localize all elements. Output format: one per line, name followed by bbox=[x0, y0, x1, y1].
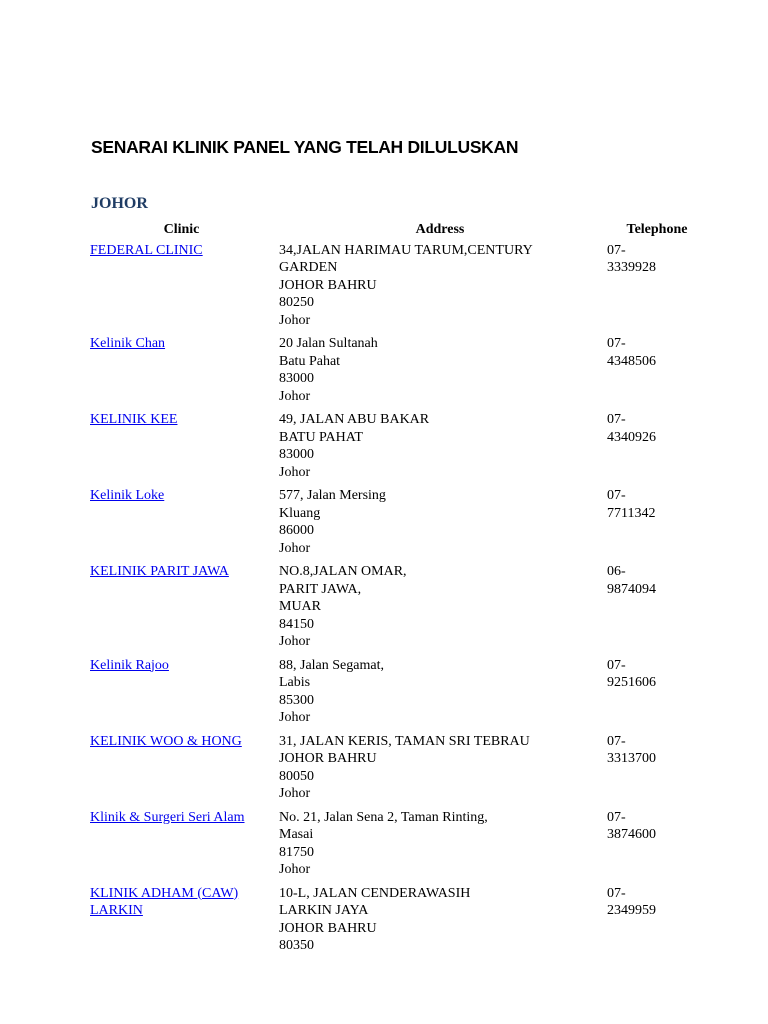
address-cell bbox=[276, 733, 604, 809]
telephone-cell bbox=[604, 563, 710, 657]
table-row bbox=[87, 809, 710, 885]
clinic-name-link[interactable]: KELINIK KEE bbox=[90, 412, 178, 427]
address-cell bbox=[276, 242, 604, 336]
state-heading: JOHOR bbox=[91, 195, 148, 212]
telephone-line: 2349959 bbox=[607, 903, 656, 918]
address-line: 80250 bbox=[279, 295, 314, 310]
telephone-cell bbox=[604, 411, 710, 487]
telephone-line: 7711342 bbox=[607, 505, 656, 521]
telephone-cell bbox=[604, 733, 710, 809]
telephone-cell bbox=[604, 242, 710, 336]
clinic-cell bbox=[87, 563, 276, 657]
address-line: 577, Jalan Mersing bbox=[279, 488, 386, 503]
table-header-row bbox=[87, 221, 710, 242]
telephone-line: 3339928 bbox=[607, 260, 656, 275]
table-row bbox=[87, 487, 710, 563]
table-row bbox=[87, 335, 710, 411]
document-title: SENARAI KLINIK PANEL YANG TELAH DILULUSKAN bbox=[91, 137, 519, 157]
telephone-line: 07- bbox=[607, 488, 626, 503]
table-row bbox=[87, 885, 710, 961]
column-header-clinic: Clinic bbox=[163, 222, 200, 237]
clinic-cell bbox=[87, 487, 276, 563]
table-row bbox=[87, 657, 710, 733]
address-line: Johor bbox=[279, 634, 311, 649]
clinic-name-link[interactable]: Klinik & Surgeri Seri Alam bbox=[90, 809, 245, 825]
clinic-cell bbox=[87, 733, 276, 809]
clinic-cell bbox=[87, 809, 276, 885]
telephone-cell bbox=[604, 487, 710, 563]
telephone-line: 07- bbox=[607, 885, 626, 901]
address-line: 80350 bbox=[279, 938, 314, 953]
telephone-cell bbox=[604, 335, 710, 411]
address-line: JOHOR BAHRU bbox=[279, 920, 377, 936]
clinic-name-link[interactable]: KLINIK ADHAM (CAW) LARKIN bbox=[90, 885, 239, 918]
clinic-cell bbox=[87, 885, 276, 961]
address-cell bbox=[276, 411, 604, 487]
address-line: Johor bbox=[279, 312, 311, 328]
telephone-line: 07- bbox=[607, 809, 626, 825]
table-row bbox=[87, 563, 710, 657]
address-line: 83000 bbox=[279, 371, 314, 386]
address-line: 10-L, JALAN CENDERAWASIH bbox=[279, 885, 471, 901]
address-cell bbox=[276, 885, 604, 961]
address-line: JOHOR BAHRU bbox=[279, 277, 377, 293]
address-line: Johor bbox=[279, 464, 311, 480]
address-cell bbox=[276, 487, 604, 563]
telephone-line: 9251606 bbox=[607, 675, 656, 690]
telephone-line: 07- bbox=[607, 412, 626, 427]
telephone-cell bbox=[604, 885, 710, 961]
column-header-address: Address bbox=[415, 222, 465, 237]
telephone-line: 06- bbox=[607, 564, 626, 579]
telephone-line: 3874600 bbox=[607, 827, 656, 842]
address-line: JOHOR BAHRU bbox=[279, 751, 377, 766]
clinic-cell bbox=[87, 411, 276, 487]
clinic-name-link[interactable]: KELINIK WOO & HONG bbox=[90, 733, 242, 749]
address-line: No. 21, Jalan Sena 2, Taman Rinting, bbox=[279, 809, 488, 825]
clinic-cell bbox=[87, 657, 276, 733]
address-line: PARIT JAWA, bbox=[279, 581, 362, 597]
address-line: 85300 bbox=[279, 692, 314, 708]
telephone-line: 07- bbox=[607, 657, 626, 673]
table-row bbox=[87, 411, 710, 487]
telephone-line: 9874094 bbox=[607, 581, 656, 597]
telephone-cell bbox=[604, 657, 710, 733]
address-line: 34,JALAN HARIMAU TARUM,CENTURY bbox=[279, 242, 533, 258]
clinic-cell bbox=[87, 242, 276, 336]
telephone-line: 4340926 bbox=[607, 429, 656, 445]
address-line: Labis bbox=[279, 675, 311, 690]
address-line: Kluang bbox=[279, 505, 321, 521]
address-line: NO.8,JALAN OMAR, bbox=[279, 564, 407, 579]
address-line: Johor bbox=[279, 862, 311, 877]
address-line: 88, Jalan Segamat, bbox=[279, 657, 384, 673]
address-line: BATU PAHAT bbox=[279, 429, 363, 445]
address-line: MUAR bbox=[279, 599, 322, 614]
table-row bbox=[87, 733, 710, 809]
clinic-name-link[interactable]: Kelinik Rajoo bbox=[90, 657, 169, 673]
address-line: LARKIN JAYA bbox=[279, 903, 369, 918]
address-cell bbox=[276, 657, 604, 733]
address-line: 20 Jalan Sultanah bbox=[279, 336, 378, 351]
address-line: 80050 bbox=[279, 768, 314, 784]
clinic-table bbox=[87, 221, 710, 961]
clinic-rows bbox=[87, 242, 710, 961]
clinic-name-link[interactable]: Kelinik Loke bbox=[90, 488, 165, 503]
telephone-line: 07- bbox=[607, 336, 626, 351]
address-line: 81750 bbox=[279, 844, 314, 860]
address-cell bbox=[276, 809, 604, 885]
column-header-telephone: Telephone bbox=[626, 222, 688, 237]
address-cell bbox=[276, 335, 604, 411]
table-row bbox=[87, 242, 710, 336]
address-line: Masai bbox=[279, 827, 314, 842]
address-line: 86000 bbox=[279, 523, 314, 538]
address-line: 83000 bbox=[279, 447, 314, 462]
telephone-line: 07- bbox=[607, 733, 626, 749]
address-line: Johor bbox=[279, 710, 311, 725]
address-line: 31, JALAN KERIS, TAMAN SRI TEBRAU bbox=[279, 733, 530, 749]
telephone-line: 07- bbox=[607, 242, 626, 258]
telephone-line: 3313700 bbox=[607, 751, 656, 766]
clinic-name-link[interactable]: Kelinik Chan bbox=[90, 336, 166, 351]
address-line: GARDEN bbox=[279, 260, 338, 275]
address-cell bbox=[276, 563, 604, 657]
clinic-name-link[interactable]: KELINIK PARIT JAWA bbox=[90, 564, 229, 579]
address-line: Johor bbox=[279, 540, 311, 556]
address-line: Batu Pahat bbox=[279, 353, 341, 369]
address-line: Johor bbox=[279, 786, 311, 801]
address-line: Johor bbox=[279, 388, 311, 404]
address-line: 49, JALAN ABU BAKAR bbox=[279, 412, 430, 427]
clinic-name-link[interactable]: FEDERAL CLINIC bbox=[90, 242, 203, 258]
address-line: 84150 bbox=[279, 616, 314, 632]
telephone-cell bbox=[604, 809, 710, 885]
telephone-line: 4348506 bbox=[607, 353, 656, 369]
clinic-cell bbox=[87, 335, 276, 411]
